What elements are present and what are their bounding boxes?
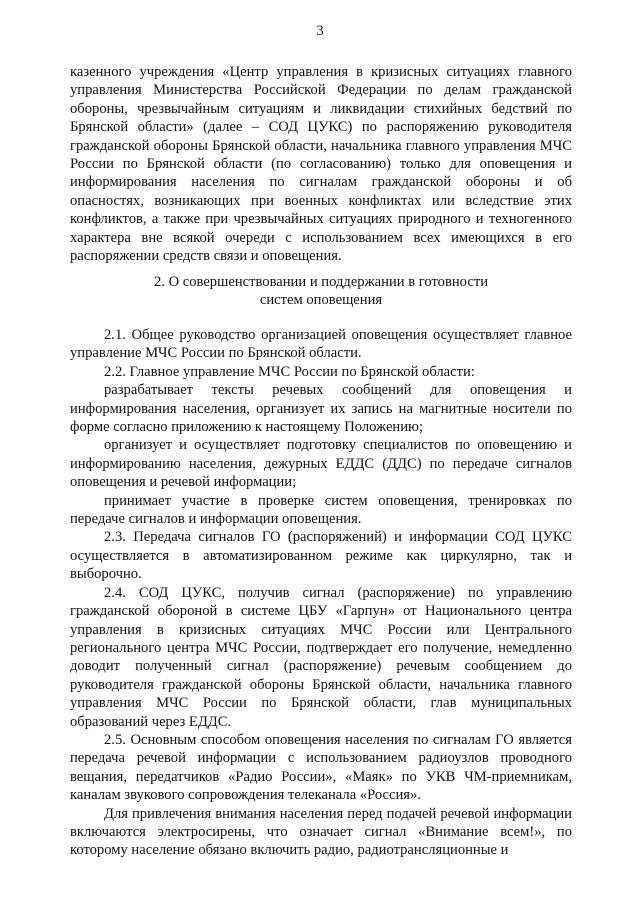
page-number: 3 <box>316 23 324 39</box>
paragraph-2-2-item-3: принимает участие в проверке систем оповещения, тренировках по передаче сигналов и информации оповещения. <box>70 492 572 528</box>
intro-paragraph-block <box>70 63 572 265</box>
section-heading <box>70 273 572 310</box>
intro-paragraph: казенного учреждения «Центр управления в кризисных ситуациях главного управления Министерства Российской Федерации по делам гражданской обороны, чрезвычайным ситуациям и ликвидации стихийных бедствий по Брянской области» (далее – СОД ЦУКС) по распоряжению руководителя гражданской обороны Брянской области, начальника главного управления МЧС России по Брянской области (по согласованию) только для оповещения и информирования населения по сигналам гражданской обороны и об опасностях, возникающих при военных конфликтах или вследствие этих конфликтов, а также при чрезвычайных ситуациях природного и техногенного характера вне всякой очереди с использованием всех имеющихся в его распоряжении средств связи и оповещения. <box>70 64 572 265</box>
section-body <box>70 326 572 860</box>
section-heading-line-2: систем оповещения <box>259 292 383 309</box>
paragraph-2-5: 2.5. Основным способом оповещения населения по сигналам ГО является передача речевой информации с использованием радиоузлов проводного вещания, передатчиков «Радио России», «Маяк» по УКВ ЧМ-приемникам, каналам звукового сопровождения телеканала «Россия». <box>70 731 572 804</box>
paragraph-attention-signal: Для привлечения внимания населения перед подачей речевой информации включаются электросирены, что означает сигнал «Внимание всем!», по которому население обязано включить радио, радиотрансляционные и <box>70 805 572 859</box>
paragraph-2-2-item-2: организует и осуществляет подготовку специалистов по оповещению и информированию населения, дежурных ЕДДС (ДДС) по передаче сигналов оповещения и речевой информации; <box>70 437 572 491</box>
paragraph-2-4: 2.4. СОД ЦУКС, получив сигнал (распоряжение) по управлению гражданской обороной в системе ЦБУ «Гарпун» от Национального центра управления в кризисных ситуациях МЧС России или Центрального регионального центра МЧС России, подтверждает его получение, немедленно доводит полученный сигнал (распоряжение) речевым сообщением до руководителя гражданской обороны Брянской области, начальника главного управления МЧС России по Брянской области, глав муниципальных образований через ЕДДС. <box>70 584 572 730</box>
paragraph-2-3: 2.3. Передача сигналов ГО (распоряжений) и информации СОД ЦУКС осуществляется в автоматизированном режиме как циркулярно, так и выборочно. <box>70 529 572 583</box>
section-heading-line-1: 2. О совершенствовании и поддержании в готовности <box>153 274 489 290</box>
paragraph-2-2: 2.2. Главное управление МЧС России по Брянской области: <box>104 363 475 380</box>
paragraph-2-1: 2.1. Общее руководство организацией оповещения осуществляет главное управление МЧС России по Брянской области. <box>70 327 572 362</box>
paragraph-2-2-item-1: разрабатывает тексты речевых сообщений для оповещения и информирования населения, организует их запись на магнитные носители по форме согласно приложению к настоящему Положению; <box>70 382 572 436</box>
